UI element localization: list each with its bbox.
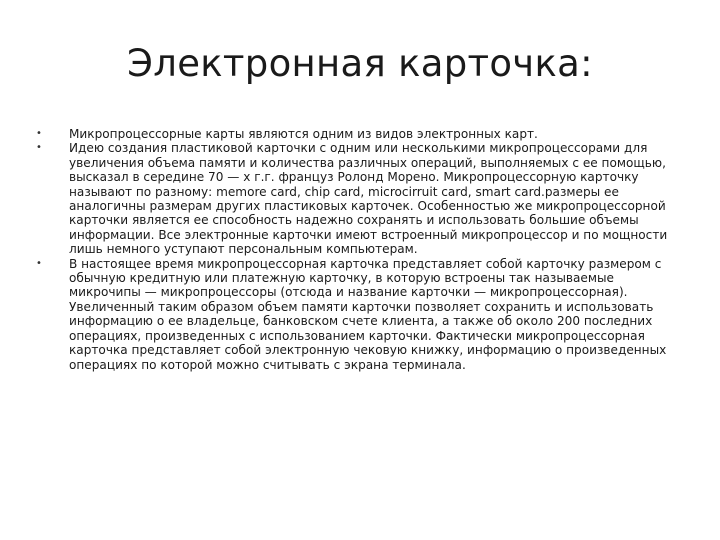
slide-title: Электронная карточка: bbox=[127, 42, 593, 85]
bullet-marker: • bbox=[36, 142, 42, 154]
bullet-text: Микропроцессорные карты являются одним из видов электронных карт. bbox=[69, 127, 538, 141]
bullet-marker: • bbox=[36, 257, 42, 269]
bullet-item bbox=[36, 141, 676, 256]
bullet-text: В настоящее время микропроцессорная карточка представляет собой карточку размером с обычную кредитную или платежную карточку, в которую встроены так называемые микрочипы — микропроцессоры (отсюда и название карточки — микропроцессорная). Увеличенный таким образом объем памяти карточки позволяет сохранить и использовать информацию о ее владельце, банковском счете клиента, а также об около 200 последних операциях, произведенных с использованием карточки. Фактически микропроцессорная карточка представляет собой электронную чековую книжку, информацию о произведенных операциях по которой можно считывать с экрана терминала. bbox=[69, 256, 667, 372]
bullet-item bbox=[36, 127, 676, 141]
bullet-list bbox=[36, 127, 676, 372]
bullet-item bbox=[36, 257, 676, 372]
bullet-marker: • bbox=[36, 128, 42, 139]
bullet-text: Идею создания пластиковой карточки с одним или несколькими микропроцессорами для увеличения объема памяти и количества различных операций, выполняемых с ее помощью, высказал в середине 70 — х г.г. француз Ролонд Морено. Микропроцессорную карточку называют по разному: memore card, chip card, microcirruit card, smart card.размеры ее аналогичны размерам других пластиковых карточек. Особенностью же микропроцессорной карточки является ее способность надежно сохранять и использовать большие объемы информации. Все электронные карточки имеют встроенный микропроцессор и по мощности лишь немного уступают персональным компьютерам. bbox=[69, 141, 668, 257]
